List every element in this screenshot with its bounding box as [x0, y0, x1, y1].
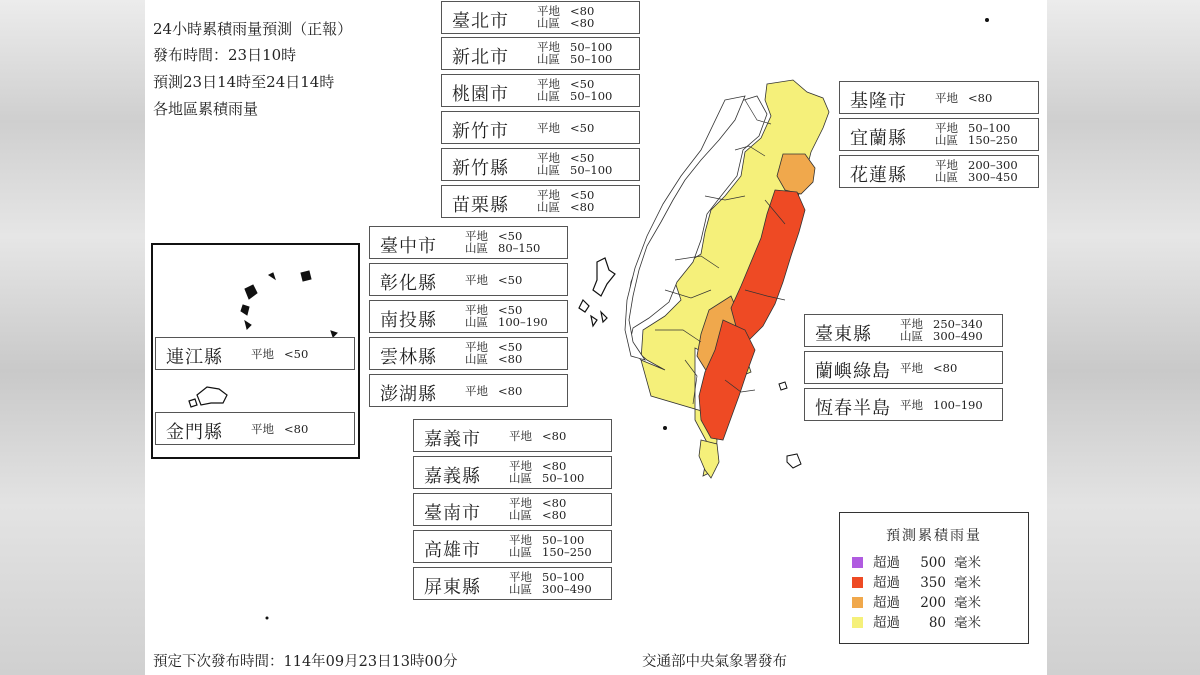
region-name: 臺南市: [424, 503, 481, 524]
region-rain-value: <80: [542, 459, 567, 473]
region-box-yunlin-county: [369, 337, 568, 370]
legend-value: 80: [928, 615, 946, 631]
region-box-nantou-county: [369, 300, 568, 333]
legend-item-80: [852, 611, 981, 631]
region-area-label: 平地: [900, 398, 923, 412]
legend-prefix: 超過: [873, 595, 900, 611]
legend-unit: 毫米: [954, 595, 981, 611]
region-box-chiayi-city: [413, 419, 612, 452]
region-name: 澎湖縣: [380, 384, 437, 405]
region-area-labels: [465, 230, 488, 254]
region-area-label: 山區: [900, 329, 923, 343]
region-box-taipei-city: [441, 1, 640, 34]
region-area-label: 平地: [465, 303, 488, 317]
region-values: [570, 189, 594, 213]
release-time: 發布時間：23日10時: [153, 46, 297, 64]
region-box-tainan-city: [413, 493, 612, 526]
region-box-taitung-county: [804, 314, 1003, 347]
region-area-label: 山區: [935, 170, 958, 184]
region-box-orchid-green-island: [804, 351, 1003, 384]
region-values: [498, 230, 540, 254]
region-caption: 各地區累積雨量: [153, 100, 259, 118]
green-island: [779, 382, 787, 390]
region-rain-value: 150–250: [968, 133, 1018, 147]
region-rain-value: <80: [542, 429, 567, 443]
region-area-label: 平地: [900, 361, 923, 375]
region-area-label: 平地: [509, 496, 532, 510]
region-area-label: 平地: [465, 384, 488, 398]
legend-item-350: [852, 571, 981, 591]
region-area-label: 平地: [935, 158, 958, 172]
legend-value: 350: [920, 575, 946, 591]
region-values: [570, 78, 612, 102]
region-rain-value: <50: [570, 77, 595, 91]
legend-value: 200: [920, 595, 946, 611]
region-area-label: 平地: [537, 40, 560, 54]
rainfall-forecast-map: [145, 0, 1047, 675]
region-area-label: 平地: [537, 151, 560, 165]
legend-swatch: [852, 557, 863, 568]
region-area-label: 平地: [509, 459, 532, 473]
region-area-label: 平地: [935, 121, 958, 135]
region-area-labels: [935, 122, 958, 146]
region-area-labels: [465, 341, 488, 365]
penghu-islands: [579, 258, 615, 326]
region-name: 新竹市: [452, 121, 509, 142]
region-rain-value: 50–100: [570, 163, 613, 177]
region-rain-value: <80: [498, 352, 523, 366]
legend-value: 500: [920, 555, 946, 571]
region-area-label: 平地: [537, 188, 560, 202]
region-name: 嘉義縣: [424, 466, 481, 487]
region-name: 臺中市: [380, 236, 437, 257]
region-name: 新北市: [452, 47, 509, 68]
region-name: 臺北市: [452, 11, 509, 32]
region-area-label: 山區: [935, 133, 958, 147]
region-rain-value: 50–100: [542, 533, 585, 547]
region-values: [542, 534, 592, 558]
region-area-labels: [900, 362, 923, 374]
region-area-label: 山區: [509, 471, 532, 485]
region-values: [498, 341, 522, 365]
region-rain-value: 150–250: [542, 545, 592, 559]
region-area-labels: [900, 318, 923, 342]
region-area-label: 山區: [509, 582, 532, 596]
matsu-islands: [241, 271, 337, 337]
region-area-label: 平地: [465, 229, 488, 243]
pengjia-dot: [985, 18, 989, 22]
region-rain-value: <80: [968, 91, 993, 105]
region-values: [542, 430, 566, 442]
forecast-title: 24小時累積雨量預測（正報）: [153, 20, 353, 38]
region-area-label: 山區: [509, 508, 532, 522]
region-rain-value: 50–100: [570, 89, 613, 103]
legend-item-500: [852, 551, 981, 571]
region-area-labels: [509, 497, 532, 521]
region-area-label: 山區: [465, 315, 488, 329]
xiaoliuqiu-dot: [663, 426, 667, 430]
region-values: [570, 122, 594, 134]
region-area-label: 山區: [537, 89, 560, 103]
region-rain-value: <80: [284, 422, 309, 436]
rainfall-legend: [839, 512, 1029, 644]
forecast-period: 預測23日14時至24日14時: [153, 73, 335, 91]
region-area-labels: [509, 460, 532, 484]
region-area-labels: [537, 122, 560, 134]
region-box-hualien-county: [839, 155, 1039, 188]
region-box-lienchiang-county: [155, 337, 355, 370]
legend-swatch: [852, 577, 863, 588]
legend-swatch: [852, 597, 863, 608]
legend-title: 預測累積雨量: [886, 528, 982, 544]
region-name: 新竹縣: [452, 158, 509, 179]
region-name: 桃園市: [452, 84, 509, 105]
region-area-label: 平地: [537, 4, 560, 18]
islet-dot: [266, 617, 269, 620]
region-area-label: 山區: [537, 200, 560, 214]
region-name: 屏東縣: [424, 577, 481, 598]
region-name: 苗栗縣: [452, 195, 509, 216]
region-area-labels: [537, 152, 560, 176]
region-area-labels: [537, 189, 560, 213]
region-area-label: 平地: [900, 317, 923, 331]
region-box-taoyuan-city: [441, 74, 640, 107]
region-area-labels: [537, 78, 560, 102]
region-rain-value: 50–100: [542, 570, 585, 584]
region-rain-value: <50: [498, 229, 523, 243]
region-name: 嘉義市: [424, 429, 481, 450]
region-rain-value: <50: [284, 347, 309, 361]
region-box-kaohsiung-city: [413, 530, 612, 563]
region-rain-value: 300–490: [933, 329, 983, 343]
region-box-yilan-county: [839, 118, 1039, 151]
publisher: 交通部中央氣象署發布: [642, 654, 787, 670]
region-area-labels: [465, 385, 488, 397]
region-values: [933, 362, 957, 374]
region-rain-value: <80: [570, 4, 595, 18]
background-blur-left: [0, 0, 145, 675]
region-values: [498, 385, 522, 397]
region-rain-value: 300–490: [542, 582, 592, 596]
region-area-label: 平地: [509, 533, 532, 547]
region-box-penghu-county: [369, 374, 568, 407]
region-area-label: 平地: [509, 570, 532, 584]
region-box-hengchun-peninsula: [804, 388, 1003, 421]
region-rain-value: 50–100: [570, 52, 613, 66]
region-values: [542, 571, 592, 595]
orchid-island: [787, 454, 801, 468]
region-values: [933, 318, 983, 342]
region-area-label: 山區: [509, 545, 532, 559]
next-release-time: 預定下次發布時間：114年09月23日13時00分: [153, 654, 458, 670]
region-box-keelung-city: [839, 81, 1039, 114]
region-rain-value: <50: [570, 121, 595, 135]
region-values: [284, 348, 308, 360]
southern-tip: [699, 440, 719, 478]
region-rain-value: <50: [570, 151, 595, 165]
region-area-labels: [900, 399, 923, 411]
region-name: 花蓮縣: [850, 165, 907, 186]
region-area-label: 山區: [465, 241, 488, 255]
region-rain-value: 200–300: [968, 158, 1018, 172]
region-values: [570, 5, 594, 29]
region-values: [968, 122, 1018, 146]
legend-unit: 毫米: [954, 615, 981, 631]
region-rain-value: 100–190: [933, 398, 983, 412]
legend-prefix: 超過: [873, 615, 900, 631]
region-rain-value: <80: [542, 508, 567, 522]
region-values: [570, 41, 612, 65]
region-rain-value: <80: [933, 361, 958, 375]
legend-item-200: [852, 591, 981, 611]
region-values: [542, 460, 584, 484]
region-area-label: 平地: [509, 429, 532, 443]
region-name: 南投縣: [380, 310, 437, 331]
region-area-label: 山區: [465, 352, 488, 366]
region-name: 金門縣: [166, 422, 223, 443]
kinmen-islands: [189, 387, 227, 407]
region-name: 宜蘭縣: [850, 128, 907, 149]
region-name: 高雄市: [424, 540, 481, 561]
region-name: 彰化縣: [380, 273, 437, 294]
region-rain-value: <80: [570, 16, 595, 30]
region-values: [284, 423, 308, 435]
region-area-label: 山區: [537, 52, 560, 66]
region-rain-value: <80: [570, 200, 595, 214]
region-name: 連江縣: [166, 347, 223, 368]
region-box-hsinchu-city: [441, 111, 640, 144]
region-area-label: 平地: [935, 91, 958, 105]
region-name: 蘭嶼綠島: [815, 361, 891, 382]
region-area-labels: [509, 430, 532, 442]
region-rain-value: 50–100: [570, 40, 613, 54]
region-box-chiayi-county: [413, 456, 612, 489]
region-name: 恆春半島: [815, 398, 891, 419]
region-area-labels: [465, 304, 488, 328]
legend-prefix: 超過: [873, 555, 900, 571]
region-rain-value: <50: [498, 273, 523, 287]
region-area-label: 平地: [251, 347, 274, 361]
region-values: [570, 152, 612, 176]
region-rain-value: 300–450: [968, 170, 1018, 184]
region-area-labels: [537, 5, 560, 29]
region-area-label: 山區: [537, 16, 560, 30]
region-rain-value: 50–100: [968, 121, 1011, 135]
region-area-labels: [935, 92, 958, 104]
legend-unit: 毫米: [954, 555, 981, 571]
background-blur-right: [1047, 0, 1200, 675]
region-values: [542, 497, 566, 521]
region-area-labels: [509, 534, 532, 558]
region-name: 臺東縣: [815, 324, 872, 345]
region-area-labels: [509, 571, 532, 595]
region-rain-value: <80: [542, 496, 567, 510]
region-box-pingtung-county: [413, 567, 612, 600]
region-area-label: 平地: [537, 77, 560, 91]
region-box-miaoli-county: [441, 185, 640, 218]
region-rain-value: 80–150: [498, 241, 541, 255]
region-box-kinmen-county: [155, 412, 355, 445]
region-area-labels: [935, 159, 958, 183]
region-area-labels: [537, 41, 560, 65]
region-rain-value: 50–100: [542, 471, 585, 485]
region-area-labels: [251, 348, 274, 360]
legend-prefix: 超過: [873, 575, 900, 591]
region-area-label: 平地: [251, 422, 274, 436]
region-rain-value: 100–190: [498, 315, 548, 329]
region-box-new-taipei-city: [441, 37, 640, 70]
region-area-label: 平地: [465, 273, 488, 287]
region-values: [968, 92, 992, 104]
region-values: [498, 274, 522, 286]
region-area-label: 山區: [537, 163, 560, 177]
region-area-labels: [465, 274, 488, 286]
legend-unit: 毫米: [954, 575, 981, 591]
region-rain-value: <50: [570, 188, 595, 202]
region-area-label: 平地: [465, 340, 488, 354]
region-name: 雲林縣: [380, 347, 437, 368]
region-rain-value: <80: [498, 384, 523, 398]
region-name: 基隆市: [850, 91, 907, 112]
region-values: [968, 159, 1018, 183]
region-values: [933, 399, 983, 411]
region-box-changhua-county: [369, 263, 568, 296]
region-rain-value: <50: [498, 340, 523, 354]
region-area-labels: [251, 423, 274, 435]
region-area-label: 平地: [537, 121, 560, 135]
region-rain-value: 250–340: [933, 317, 983, 331]
region-values: [498, 304, 548, 328]
legend-swatch: [852, 617, 863, 628]
region-box-hsinchu-county: [441, 148, 640, 181]
region-box-taichung-city: [369, 226, 568, 259]
region-rain-value: <50: [498, 303, 523, 317]
